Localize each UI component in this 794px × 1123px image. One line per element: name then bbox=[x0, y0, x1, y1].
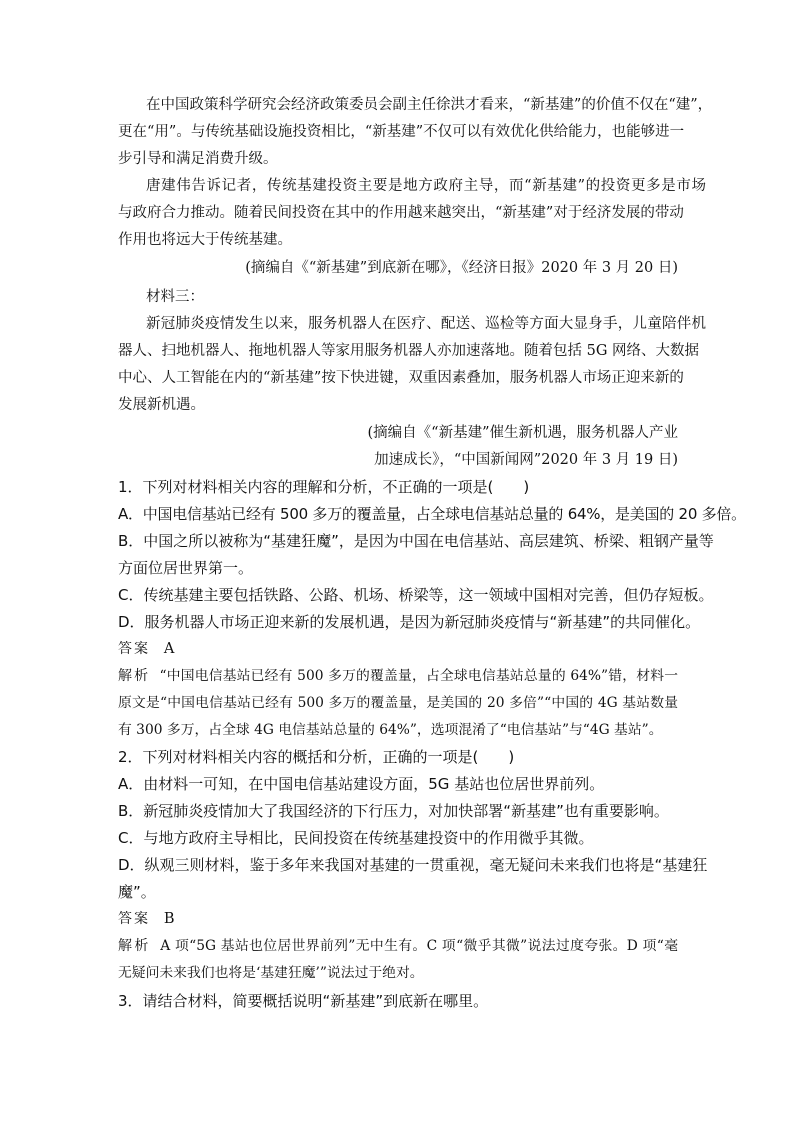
q2-stem: 2．下列对材料相关内容的概括和分析，正确的一项是( ) bbox=[118, 748, 515, 766]
q1-analysis-label: 解析 bbox=[118, 668, 151, 684]
q2-analysis-label: 解析 bbox=[118, 938, 151, 954]
q2-analysis-line1 bbox=[118, 936, 678, 956]
q1-analysis-text1: “中国电信基站已经有 500 多万的覆盖量，占全球电信基站总量的 64%”错，材料一 bbox=[159, 668, 679, 684]
material2-p2-line1: 唐建伟告诉记者，传统基建投资主要是地方政府主导，而“新基建”的投资更多是市场 bbox=[146, 178, 706, 194]
q1-option-c: C．传统基建主要包括铁路、公路、机场、桥梁等，这一领域中国相对完善，但仍存短板。 bbox=[118, 586, 714, 604]
q3-stem: 3．请结合材料，简要概括说明“新基建”到底新在哪里。 bbox=[118, 992, 489, 1010]
material3-title: 材料三： bbox=[146, 289, 204, 305]
q2-option-c: C．与地方政府主导相比，民间投资在传统基建投资中的作用微乎其微。 bbox=[118, 829, 594, 847]
q1-answer-value: A bbox=[163, 641, 175, 657]
q1-option-b-line1: B．中国之所以被称为“基建狂魔”，是因为中国在电信基站、高层建筑、桥梁、粗钢产量等 bbox=[118, 532, 714, 550]
q2-answer-label: 答案 bbox=[118, 911, 150, 927]
q1-analysis-line2: 原文是“中国电信基站已经有 500 多万的覆盖量，是美国的 20 多倍”“中国的 4G 基站数量 bbox=[118, 695, 678, 711]
q2-answer-value: B bbox=[163, 911, 175, 927]
q2-option-d-line1: D．纵观三则材料，鉴于多年来我国对基建的一贯重视，毫无疑问未来我们也将是“基建狂 bbox=[118, 856, 708, 874]
q2-option-a: A．由材料一可知，在中国电信基站建设方面，5G 基站也位居世界前列。 bbox=[118, 775, 605, 793]
material3-source-line1: (摘编自《“新基建”催生新机遇，服务机器人产业 bbox=[367, 425, 678, 441]
q1-answer bbox=[118, 639, 678, 659]
material2-p2-line3: 作用也将远大于传统基建。 bbox=[118, 232, 292, 248]
q2-option-d-line2: 魔”。 bbox=[118, 883, 156, 901]
material2-source: (摘编自《“新基建”到底新在哪》，《经济日报》2020 年 3 月 20 日) bbox=[245, 260, 678, 276]
material3-p1-line2: 器人、扫地机器人、拖地机器人等家用服务机器人亦加速落地。随着包括 5G 网络、大数据 bbox=[118, 343, 700, 359]
q1-option-a: A．中国电信基站已经有 500 多万的覆盖量，占全球电信基站总量的 64%，是美国的 20 多倍。 bbox=[118, 505, 746, 523]
material3-p1-line1: 新冠肺炎疫情发生以来，服务机器人在医疗、配送、巡检等方面大显身手，儿童陪伴机 bbox=[146, 316, 706, 332]
material2-p1-line1: 在中国政策科学研究会经济政策委员会副主任徐洪才看来，“新基建”的价值不仅在“建”， bbox=[146, 97, 713, 113]
material3-p1-line4: 发展新机遇。 bbox=[118, 397, 205, 413]
material2-p2-line2: 与政府合力推动。随着民间投资在其中的作用越来越突出，“新基建”对于经济发展的带动 bbox=[118, 205, 684, 221]
q1-answer-label: 答案 bbox=[118, 641, 150, 657]
material3-p1-line3: 中心、人工智能在内的“新基建”按下快进键，双重因素叠加，服务机器人市场正迎来新的 bbox=[118, 370, 684, 386]
material2-p1-line2: 更在“用”。与传统基础设施投资相比，“新基建”不仅可以有效优化供给能力，也能够进一 bbox=[118, 124, 685, 140]
q1-option-d: D．服务机器人市场正迎来新的发展机遇，是因为新冠肺炎疫情与“新基建”的共同催化。 bbox=[118, 613, 701, 631]
q2-analysis-line2: 无疑问未来我们也将是‘基建狂魔’”说法过于绝对。 bbox=[118, 965, 424, 981]
q1-stem: 1．下列对材料相关内容的理解和分析，不正确的一项是( ) bbox=[118, 478, 530, 496]
q1-analysis-line3: 有 300 多万，占全球 4G 电信基站总量的 64%”，选项混淆了“电信基站”与“4G 基站”。 bbox=[118, 722, 663, 738]
material2-p1-line3: 步引导和满足消费升级。 bbox=[118, 151, 278, 167]
q2-option-b: B．新冠肺炎疫情加大了我国经济的下行压力，对加快部署“新基建”也有重要影响。 bbox=[118, 802, 669, 820]
q1-analysis-line1 bbox=[118, 666, 678, 686]
material3-source-line2: 加速成长》，“中国新闻网”2020 年 3 月 19 日) bbox=[374, 452, 678, 468]
q2-answer bbox=[118, 909, 678, 929]
q1-option-b-line2: 方面位居世界第一。 bbox=[118, 559, 254, 577]
q2-analysis-text1: A 项“5G 基站也位居世界前列”无中生有。C 项“微乎其微”说法过度夸张。D 项“毫 bbox=[160, 938, 678, 954]
